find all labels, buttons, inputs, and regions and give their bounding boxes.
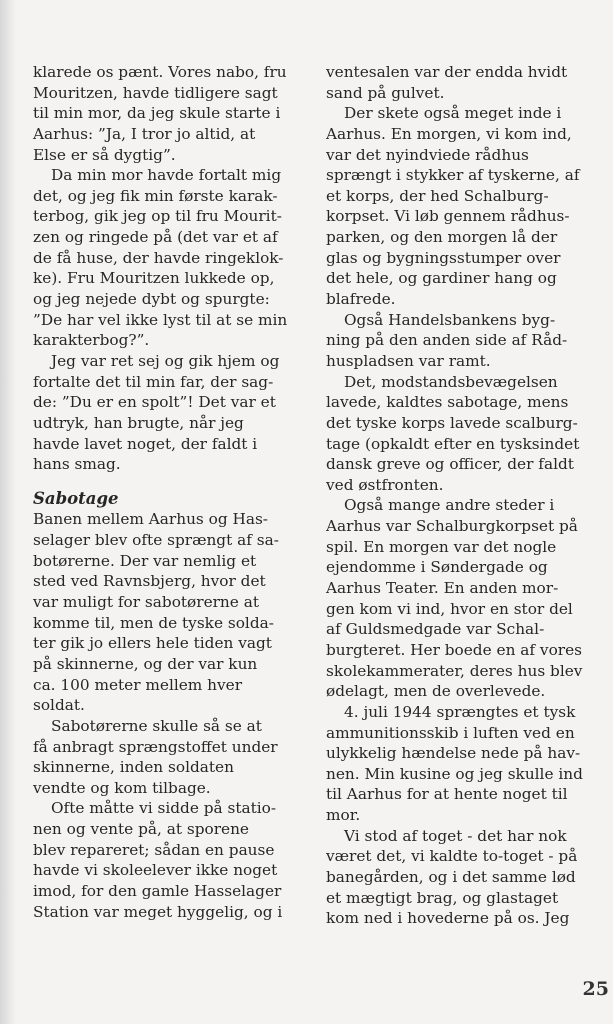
text-line: fortalte det til min far, der sag- xyxy=(33,372,274,391)
text-line: korpset. Vi løb gennem rådhus- xyxy=(326,207,570,226)
paragraph xyxy=(33,165,323,351)
text-line: blev repareret; sådan en pause xyxy=(33,840,275,859)
text-line: sand på gulvet. xyxy=(326,83,445,102)
text-line: det tyske korps lavede scalburg- xyxy=(326,413,578,432)
text-line: det, og jeg fik min første karak- xyxy=(33,186,278,205)
text-line: spil. En morgen var det nogle xyxy=(326,537,557,556)
text-line: ødelagt, men de overlevede. xyxy=(326,682,546,701)
text-line: skinnerne, inden soldaten xyxy=(33,758,234,777)
text-line: Det, modstandsbevægelsen xyxy=(344,372,558,391)
text-line: ved østfronten. xyxy=(326,475,444,494)
text-line: de få huse, der havde ringeklok- xyxy=(33,248,284,267)
text-line: ventesalen var der endda hvidt xyxy=(326,63,568,81)
text-line: Else er så dygtig”. xyxy=(33,145,176,164)
text-line: huspladsen var ramt. xyxy=(326,351,491,370)
text-line: terbog, gik jeg op til fru Mourit- xyxy=(33,207,282,226)
text-line: Aarhus. En morgen, vi kom ind, xyxy=(326,124,572,143)
text-line: Sabotørerne skulle så se at xyxy=(51,716,262,735)
text-line: havde lavet noget, der faldt i xyxy=(33,434,258,453)
text-line: soldat. xyxy=(33,696,85,715)
text-line: til Aarhus for at hente noget til xyxy=(326,785,568,804)
text-line: til min mor, da jeg skule starte i xyxy=(33,104,281,123)
text-line: Aarhus var Schalburgkorpset på xyxy=(326,517,578,536)
text-line: havde vi skoleelever ikke noget xyxy=(33,861,278,880)
text-line: på skinnerne, og der var kun xyxy=(33,654,258,673)
text-line: ke). Fru Mouritzen lukkede op, xyxy=(33,269,275,288)
paragraph xyxy=(326,495,608,701)
text-line: dansk greve og officer, der faldt xyxy=(326,455,574,474)
paragraph xyxy=(33,716,323,799)
text-line: Banen mellem Aarhus og Has- xyxy=(33,510,268,529)
text-line: Da min mor havde fortalt mig xyxy=(51,166,282,185)
page-number: 25 xyxy=(582,978,609,1000)
text-line: af Guldsmedgade var Schal- xyxy=(326,620,545,639)
text-line: ulykkelig hændelse nede på hav- xyxy=(326,744,581,763)
text-line: skolekammerater, deres hus blev xyxy=(326,661,583,680)
text-line: få anbragt sprængstoffet under xyxy=(33,737,278,756)
left-column xyxy=(33,62,323,922)
text-line: ”De har vel ikke lyst til at se min xyxy=(33,310,288,329)
text-line: gen kom vi ind, hvor en stor del xyxy=(326,599,573,618)
text-line: ca. 100 meter mellem hver xyxy=(33,675,243,694)
text-line: vendte og kom tilbage. xyxy=(33,778,211,797)
text-line: lavede, kaldtes sabotage, mens xyxy=(326,393,569,412)
paragraph xyxy=(33,509,323,715)
text-line: sprængt i stykker af tyskerne, af xyxy=(326,166,580,185)
paragraph xyxy=(326,702,608,826)
paragraph xyxy=(33,62,323,165)
text-line: Der skete også meget inde i xyxy=(344,104,562,123)
text-line: ammunitionsskib i luften ved en xyxy=(326,723,575,742)
text-line: Også mange andre steder i xyxy=(344,496,555,515)
text-line: Aarhus Teater. En anden mor- xyxy=(326,579,559,598)
text-line: blafrede. xyxy=(326,290,396,309)
text-line: selager blev ofte sprængt af sa- xyxy=(33,531,279,550)
text-line: glas og bygningsstumper over xyxy=(326,248,561,267)
text-line: burgteret. Her boede en af vores xyxy=(326,640,582,659)
text-line: ter gik jo ellers hele tiden vagt xyxy=(33,634,272,653)
text-line: et korps, der hed Schalburg- xyxy=(326,186,549,205)
text-line: banegården, og i det samme lød xyxy=(326,867,576,886)
right-column xyxy=(326,62,608,929)
text-line: nen og vente på, at sporene xyxy=(33,820,249,839)
paragraph xyxy=(326,62,608,103)
binding-gutter-shadow xyxy=(0,0,16,1024)
text-line: sted ved Ravnsbjerg, hvor det xyxy=(33,572,266,591)
paragraph xyxy=(326,103,608,309)
text-line: Også Handelsbankens byg- xyxy=(344,310,556,329)
text-line: klarede os pænt. Vores nabo, fru xyxy=(33,63,287,81)
text-line: ning på den anden side af Råd- xyxy=(326,331,568,350)
text-line: de: ”Du er en spolt”! Det var et xyxy=(33,393,276,412)
text-line: udtryk, han brugte, når jeg xyxy=(33,413,244,432)
text-line: Ofte måtte vi sidde på statio- xyxy=(51,799,277,818)
text-line: hans smag. xyxy=(33,455,121,474)
section-heading: Sabotage xyxy=(33,488,119,508)
text-line: Aarhus: ”Ja, I tror jo altid, at xyxy=(33,124,256,143)
text-line: imod, for den gamle Hasselager xyxy=(33,881,282,900)
text-line: og jeg nejede dybt og spurgte: xyxy=(33,290,270,309)
text-line: kom ned i hovederne på os. Jeg xyxy=(326,909,570,928)
text-line: Mouritzen, havde tidligere sagt xyxy=(33,83,278,102)
paragraph xyxy=(33,798,323,922)
text-line: Vi stod af toget - det har nok xyxy=(344,826,567,845)
text-line: parken, og den morgen lå der xyxy=(326,228,558,247)
paragraph xyxy=(33,351,323,475)
text-line: nen. Min kusine og jeg skulle ind xyxy=(326,764,583,783)
paragraph xyxy=(326,826,608,929)
text-line: mor. xyxy=(326,806,361,825)
text-line: zen og ringede på (det var et af xyxy=(33,228,278,247)
paragraph xyxy=(326,372,608,496)
text-line: et mægtigt brag, og glastaget xyxy=(326,888,559,907)
paragraph xyxy=(326,310,608,372)
text-line: karakterbog?”. xyxy=(33,331,150,350)
text-line: tage (opkaldt efter en tysksindet xyxy=(326,434,580,453)
text-line: komme til, men de tyske solda- xyxy=(33,613,274,632)
text-line: været det, vi kaldte to-toget - på xyxy=(326,847,578,866)
text-line: var det nyindviede rådhus xyxy=(326,145,529,164)
text-line: Station var meget hyggelig, og i xyxy=(33,902,283,921)
text-line: det hele, og gardiner hang og xyxy=(326,269,557,288)
text-line: 4. juli 1944 sprængtes et tysk xyxy=(344,702,576,721)
text-line: botørerne. Der var nemlig et xyxy=(33,551,257,570)
text-line: var muligt for sabotørerne at xyxy=(33,593,259,612)
text-line: ejendomme i Søndergade og xyxy=(326,558,548,577)
text-line: Jeg var ret sej og gik hjem og xyxy=(51,351,280,370)
